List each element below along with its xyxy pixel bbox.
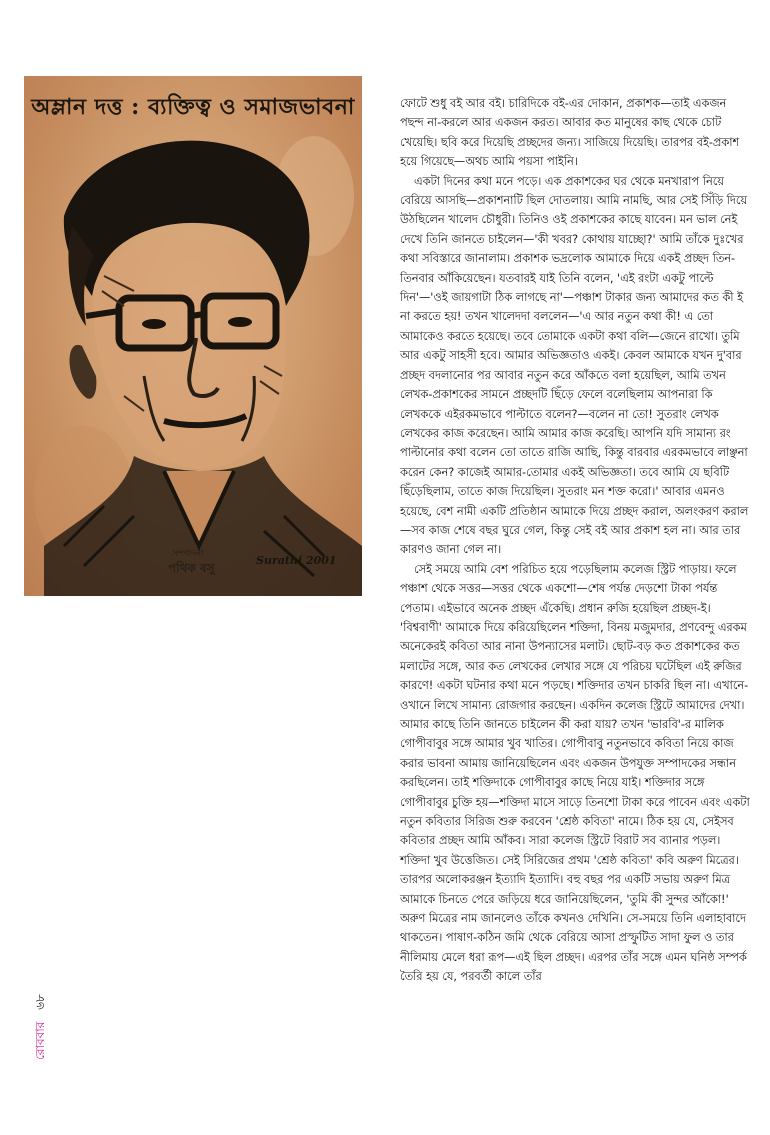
book-cover-illustration [24,76,362,596]
paragraph: সেই সময়ে আমি বেশ পরিচিত হয়ে পড়েছিলাম কলেজ স্ট্রিট পাড়ায়। ফলে পঞ্চাশ থেকে সত্তর—সত্তর থেকে একশো—শেষ পর্যন্ত দেড়শো টাকা পর্যন্ত পেতাম। এইভাবে অনেক প্রচ্ছদ এঁকেছি। প্রধান রুজি হয়েছিল প্রচ্ছদ-ই। 'বিশ্ববাণী' আমাকে দিয়ে করিয়েছিলেন শক্তিদা, বিনয় মজুমদার, প্রণবেন্দু এরকম অনেকেরই কবিতা আর নানা উপন্যাসের মলাট। ছোট-বড় কত প্রকাশকের কত মলাটের সঙ্গে, আর কত লেখকের লেখার সঙ্গে যে পরিচয় ঘটেছিল এই রুজির কারণে! একটা ঘটনার কথা মনে পড়ছে। শক্তিদার তখন চাকরি ছিল না। এখানে-ওখানে লিখে সামান্য রোজগার করছেন। একদিন কলেজ স্ট্রিটে আমাদের দেখা। আমার কাছে তিনি জানতে চাইলেন কী করা যায়? তখন 'ভারবি'-র মালিক গোপীবাবুর সঙ্গে আমার খুব খাতির। গোপীবাবু নতুনভাবে কবিতা নিয়ে কাজ করার ভাবনা আমায় জানিয়েছিলেন এবং একজন উপযুক্ত সম্পাদকের সন্ধান করছিলেন। তাই শক্তিদাকে গোপীবাবুর কাছে নিয়ে যাই। শক্তিদার সঙ্গে গোপীবাবুর চুক্তি হয়—শক্তিদা মাসে সাড়ে তিনশো টাকা করে পাবেন এবং একটা নতুন কবিতার সিরিজ শুরু করবেন 'শ্রেষ্ঠ কবিতা' নামে। ঠিক হয় যে, সেইসব কবিতার প্রচ্ছদ আমি আঁকব। সারা কলেজ স্ট্রিটে বিরাট সব ব্যানার পড়ল। শক্তিদা খুব উত্তেজিত। সেই সিরিজের প্রথম 'শ্রেষ্ঠ কবিতা' কবি অরুণ মিত্রের। তারপর অলোকরঞ্জন ইত্যাদি ইত্যাদি। বহু বছর পর একটি সভায় অরুণ মিত্র আমাকে চিনতে পেরে জড়িয়ে ধরে জানিয়েছিলেন, 'তুমি কী সুন্দর আঁকো!' অরুণ মিত্রের নাম জানলেও তাঁকে কখনও দেখিনি। সে-সময়ে তিনি এলাহাবাদে থাকতেন। পাষাণ-কঠিন জমি থেকে বেরিয়ে আসা প্রস্ফুটিত সাদা ফুল ও তার নীলিমায় মেলে ধরা রূপ—এই ছিল প্রচ্ছদ। এরপর তাঁর সঙ্গে এমন ঘনিষ্ঠ সম্পর্ক তৈরি হয় যে, পরবর্তী কালে তাঁর [400,562,750,984]
magazine-name: রোববার [33,1021,47,1060]
cover-editor-name: পথিক বসু [168,561,215,575]
running-footer [32,994,52,1060]
cover-title: অম্লান দত্ত : ব্যক্তিত্ব ও সমাজভাবনা [31,94,355,120]
artist-signature: Surathi 2001 [256,554,337,567]
paragraph: একটা দিনের কথা মনে পড়ে। এক প্রকাশকের ঘর থেকে মনখারাপ নিয়ে বেরিয়ে আসছি—প্রকাশনাটি ছিল দোতলায়। আমি নামছি, আর সেই সিঁড়ি দিয়ে উঠছিলেন খালেদ চৌধুরী। তিনিও ওই প্রকাশকের কাছে যাবেন। মন ভাল নেই দেখে তিনি জানতে চাইলেন—'কী খবর? কোথায় যাচ্ছো?' আমি তাঁকে দুঃখের কথা সবিস্তারে জানালাম। প্রকাশক ভদ্রলোক আমাকে দিয়ে একই প্রচ্ছদ তিন-তিনবার আঁকিয়েছেন। যতবারই যাই তিনি বলেন, 'এই রংটা একটু পাল্টে দিন'—'ওই জায়গাটা ঠিক লাগছে না'—পঞ্চাশ টাকার জন্য আমাদের কত কী ই না করতে হয়! তখন খালেদদা বললেন—'এ আর নতুন কথা কী! এ তো আমাকেও করতে হয়েছে। তবে তোমাকে একটা কথা বলি—জেনে রাখো। তুমি আর একটু সাহসী হবে। আমার অভিজ্ঞতাও একই। কেবল আমাকে যখন দু'বার প্রচ্ছদ বদলানোর পর আবার নতুন করে আঁকতে বলা হয়েছিল, আমি তখন লেখক-প্রকাশকের সামনে প্রচ্ছদটি ছিঁড়ে ফেলে বলেছিলাম আপনারা কি লেখককে এইরকমভাবে পাল্টাতে বলেন?—বলেন না তো! সুতরাং লেখক লেখকের কাজ করেছেন। আমি আমার কাজ করেছি। আপনি যদি সামান্য রং পাল্টানোর কথা বলেন তো তাতে রাজি আছি, কিন্তু বারবার এরকমভাবে লাঞ্ছনা করেন কেন? কাজেই আমার-তোমার একই অভিজ্ঞতা। তবে আমি যে ছবিটি ছিঁড়েছিলাম, তাতে কাজ দিয়েছিল। সুতরাং মন শক্ত করো।' আবার এমনও হয়েছে, বেশ নামী একটি প্রতিষ্ঠান আমাকে দিয়ে প্রচ্ছদ করাল, অলংকরণ করাল—সব কাজ শেষে বছর ঘুরে গেল, কিন্তু সেই বই আর প্রকাশ হল না। আর তার কারণও জানা গেল না। [400,174,749,557]
article-text-column [400,94,752,987]
page-number: ৬৮ [33,994,47,1010]
paragraph: ফোটে শুধু বই আর বই। চারিদিকে বই-এর দোকান, প্রকাশক—তাই একজন পছন্দ না-করলে আর একজন করত। আবার কত মানুষের কাছ থেকে চোট খেয়েছি। ছবি করে দিয়েছি প্রচ্ছদের জন্য। সাজিয়ে দিয়েছি। তারপর বই-প্রকাশ হয়ে গিয়েছে—অথচ আমি পয়সা পাইনি। [400,97,740,169]
portrait-sketch [24,76,362,596]
cover-editor-label: সম্পাদনা [172,549,204,559]
